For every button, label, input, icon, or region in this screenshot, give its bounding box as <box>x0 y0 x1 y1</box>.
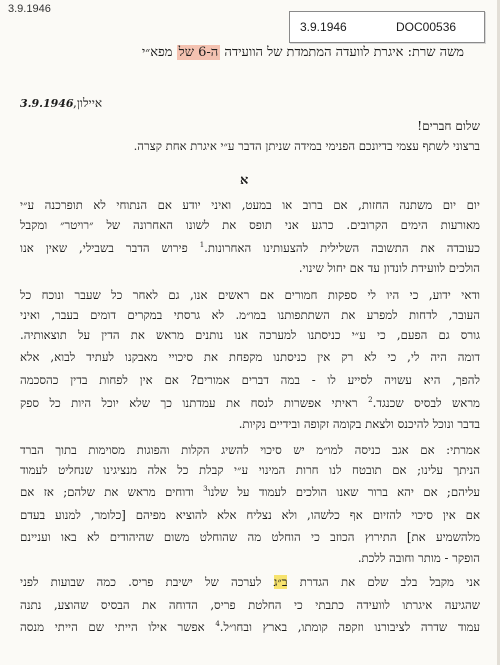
body-line-text: עליהם; אם יהא ברור שאנו הולכים לעמוד על שלנו <box>207 485 480 499</box>
body-line <box>20 328 480 342</box>
title-part-after: מפא״י <box>141 45 177 60</box>
document-title <box>142 44 464 60</box>
body-line-text: ודאי ידוע, כי היו לי ספקות חמורים אם ראשים אנו, גם לאחר כל שעבר ונוכח כל <box>20 288 480 302</box>
title-part-before: משה שרת: איגרת לוועדה המתמדת של הוועידה <box>220 45 464 60</box>
body-line <box>20 551 480 565</box>
body-line <box>20 508 480 522</box>
stamp-doc-id: DOC00536 <box>396 20 457 34</box>
body-line <box>20 198 480 212</box>
highlighted-term: ב״ג <box>273 575 288 589</box>
body-line-text: הולכים לוועידת לונדון עד אם יחול שינוי. <box>298 261 480 275</box>
body-line-text: שהגיעה איגרתו לוועידה כתבתי כי החלטת פריס, הדוחה את הבסיס שהוצע, נתנה <box>20 598 480 612</box>
body-line <box>20 485 480 499</box>
body-line-text: הופקר - מותר וחובה ללכת. <box>357 551 480 565</box>
archive-stamp <box>289 11 485 43</box>
body-line <box>20 443 480 457</box>
body-line <box>20 373 480 387</box>
body-line <box>20 396 480 410</box>
body-line-text: מאורעות הימים הקרובים. כרגע אני תופס את לשונו האחרונה של ״רויטר״ ומקבל <box>20 218 480 232</box>
body-line-text: בדבר ונוכל להיכנס ולצאת בקומה זקופה ובידיים נקיות. <box>238 417 480 431</box>
footnote-marker[interactable]: 3 <box>203 485 208 494</box>
stamp-date: 3.9.1946 <box>300 20 347 34</box>
body-line-tail: אפשר אילו הייתי שם הייתי מנסה <box>20 620 216 634</box>
letter-date: 3.9.1946 <box>20 97 74 110</box>
body-line <box>20 218 480 232</box>
body-line-tail: ראיתי אפשרות לנסח את עמדתנו כך שלא יוכל היות כל ספק <box>20 396 369 410</box>
body-line-text: דומה היה לי, כי לא רק אין כניסתנו מקפחת את סיכויי מאבקנו לעתיד לבוא, אלא <box>20 350 480 364</box>
body-line-tail: ודוחים מראש את שלהם; אז אם <box>20 485 204 499</box>
body-line <box>20 417 480 431</box>
body-line-text: עמוד שדרה לציבורנו וזקפה קומתו, בארץ ובחו״ל. <box>219 620 480 634</box>
body-line <box>20 598 480 612</box>
greeting: שלום חברים! <box>417 119 480 133</box>
intro-paragraph: ברצוני לשתף עצמי בדיונכם הפנימי במידה שניתן הדבר ע״י איגרת אחת קצרה. <box>133 139 480 153</box>
footnote-marker[interactable]: 4 <box>215 620 220 629</box>
body-line-text: להפך, היא עשויה לסייע לו - במה דברים אמורים? אם אין לפחות בדין כהסכמה <box>20 373 480 387</box>
body-line-text: כעובדה את התשובה השלילית להצעותינו האחרונות. <box>204 241 480 255</box>
body-line-text: יום יום משתנה החזות, אם ברוב או במעט, ואיני יודע אם הנתוחי לא תופרכנה ע״י <box>20 198 480 212</box>
body-line <box>20 261 480 275</box>
body-line-tail: פירוש הדבר בשבילי, שאין אנו <box>20 241 200 255</box>
body-line-text: הניתך עלינו; אם תובטח לנו חרות המינוי ע״י קבלת כל אלה מנציגינו שנחליט לעמוד <box>20 463 480 477</box>
body-line-text: אמרתי: אם אגב כניסה למו״מ יש סיכוי להשיג הקלות והפוגות מסוימות בתוך הברד <box>20 443 480 457</box>
body-line-text: העובר, לדחות למפרע את השתתפותנו במו״מ. לא גרסתי במקרים דומים בעבר, ואיני <box>20 308 480 322</box>
body-line-text: מראש לבסיס שכנגד. <box>372 396 480 410</box>
body-line-text: אם אין סיכוי להזיום אף כלשהו, ולא נצליח אלא להוציא מפיהם [כלומר, למנוע בעדם <box>20 508 480 522</box>
title-highlight: ה-6 של <box>178 45 219 60</box>
footnote-marker[interactable]: 2 <box>368 396 373 405</box>
body-line-text: גורס גם הפעם, כי ע״י כניסתנו למערכה אנו נותנים מראש את הדין על תוצאותיה. <box>20 328 480 342</box>
body-line <box>20 530 480 544</box>
body-line <box>20 575 480 589</box>
section-heading: א <box>240 173 249 188</box>
corner-date: 3.9.1946 <box>8 3 51 15</box>
body-line <box>20 241 480 255</box>
footnote-marker[interactable]: 1 <box>199 241 205 250</box>
body-line-text: מלהשמיע את] התירוץ הכוזב כי הוחלט מה שהוחלט משום שהיהודים לא באו ועניינם <box>20 530 480 544</box>
body-line <box>20 463 480 477</box>
body-line <box>20 620 480 634</box>
letter-place: איילון, <box>73 96 103 110</box>
body-line <box>20 308 480 322</box>
body-line-text: אני מקבל בלב שלם את הגדרת ב״ג לערכה של ישיבת פריס. כמה שבועות לפני <box>20 575 480 589</box>
body-line <box>20 350 480 364</box>
body-line <box>20 288 480 302</box>
